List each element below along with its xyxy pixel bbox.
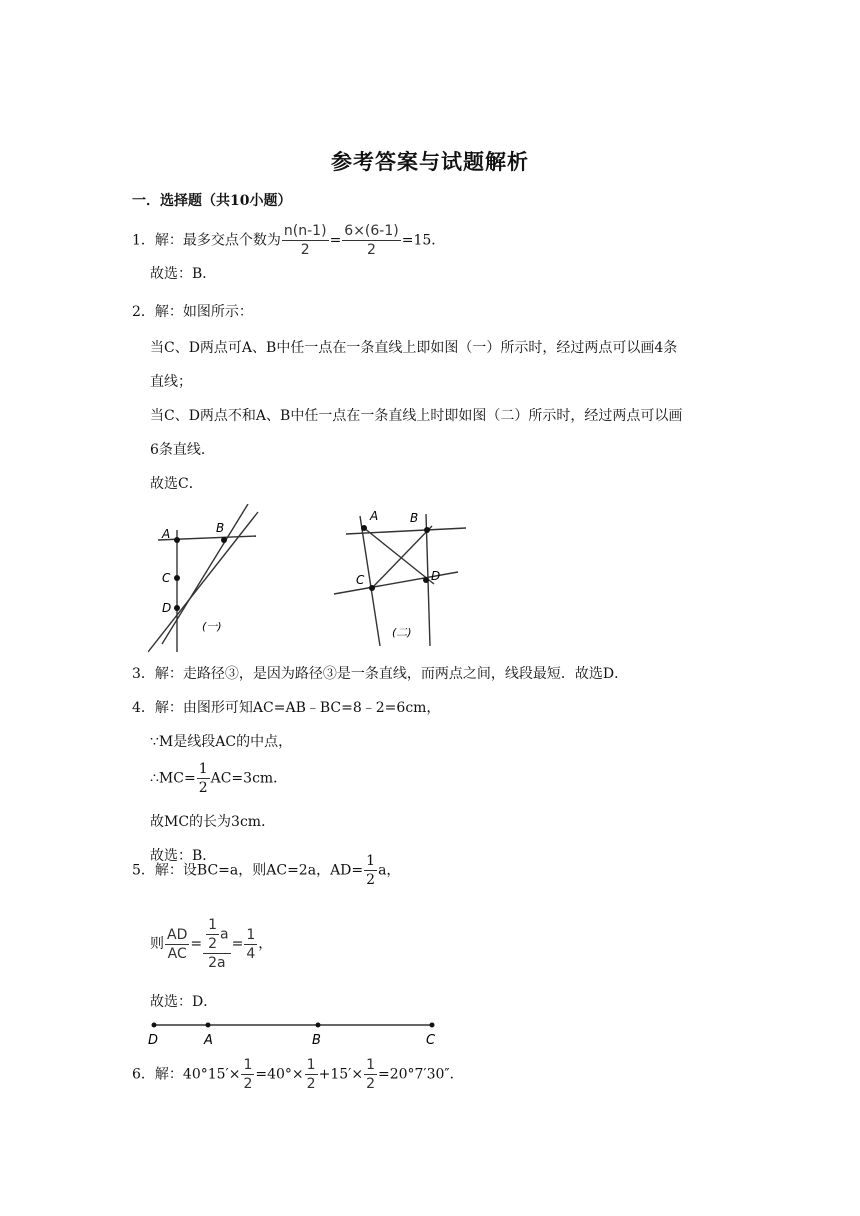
- q4-l3-pre: ∴MC=: [150, 770, 196, 787]
- q4-l3-post: AC=3cm．: [210, 770, 288, 787]
- q5-segment-figure: [140, 1016, 450, 1048]
- section-heading: 一．选择题（共10小题）: [132, 193, 292, 209]
- q2-text-1: 解：如图所示：: [154, 304, 253, 320]
- q2-line-5: 6条直线．: [150, 442, 215, 458]
- fig2-caption: (二): [392, 626, 412, 639]
- q1-f1-denominator: 2: [300, 242, 310, 258]
- q5-fraction-compound: [203, 916, 231, 972]
- segment-label-a: A: [204, 1033, 213, 1048]
- q4-line-4: 故MC的长为3cm．: [150, 814, 276, 830]
- q5-l2-post: ，: [258, 936, 273, 952]
- q1-prefix: 解：最多交点个数为: [154, 232, 281, 249]
- q6-f1-numerator: 1: [243, 1057, 253, 1073]
- q6-line: [132, 1056, 464, 1093]
- q1-fraction-2: [342, 222, 400, 259]
- q5-inner-den: 2: [208, 936, 218, 952]
- q5-l2-eq2: =: [231, 936, 244, 952]
- q4-line-3: [150, 760, 287, 797]
- fig1-label-c: C: [162, 571, 171, 585]
- q2-number: 2．: [132, 304, 155, 320]
- q5-compound-denominator: 2a: [208, 955, 226, 971]
- q4-f-denominator: 2: [198, 780, 208, 796]
- q4-line-2: ∵M是线段AC的中点，: [150, 734, 293, 750]
- q5-compound-numerator: [203, 916, 231, 954]
- q5-l1-pre: 解：设BC=a，则AC=2a，AD=: [154, 862, 364, 879]
- q6-part-1: 解：40°15′×: [154, 1066, 241, 1083]
- q6-f2-denominator: 2: [306, 1076, 316, 1092]
- q2-line-2: 当C、D两点可A、B中任一点在一条直线上即如图（一）所示时，经过两点可以画4条: [150, 340, 678, 356]
- q6-fraction-2: [305, 1056, 318, 1093]
- q5-number: 5．: [132, 862, 155, 879]
- fig1-caption: (一): [202, 620, 222, 633]
- q6-fraction-3: [364, 1056, 377, 1093]
- q1-f2-numerator: 6×(6-1): [344, 223, 399, 239]
- q2-line-1: [132, 302, 253, 322]
- fig1-label-a: A: [162, 527, 171, 541]
- fig1-label-b: B: [216, 521, 225, 535]
- q6-f3-numerator: 1: [366, 1057, 375, 1073]
- q1-equals: =: [329, 232, 342, 249]
- q6-f1-denominator: 2: [243, 1076, 253, 1092]
- q2-figure-1: [148, 504, 260, 654]
- segment-label-c: C: [426, 1033, 436, 1048]
- q6-fraction-1: [241, 1056, 254, 1093]
- q4-fraction: [197, 760, 210, 797]
- q5-f1-numerator: 1: [366, 853, 376, 869]
- q1-line: [132, 222, 445, 259]
- q4-line-1: [132, 698, 440, 718]
- fig1-label-d: D: [162, 601, 172, 615]
- q4-f-numerator: 1: [198, 761, 208, 777]
- q4-text-1: 解：由图形可知AC=AB﹣BC=8﹣2=6cm，: [154, 700, 441, 716]
- q5-line-2: [150, 916, 272, 972]
- q3-text: 解：走路径③，是因为路径③是一条直线，而两点之间，线段最短．故选D．: [154, 666, 629, 682]
- q6-part-4: =20°7′30″．: [377, 1066, 464, 1083]
- q1-f1-numerator: n(n-1): [283, 223, 327, 239]
- q2-answer: 故选C．: [150, 476, 203, 492]
- q5-l2-pre: 则: [150, 936, 164, 952]
- q5-f3-denominator: 4: [246, 945, 256, 962]
- page-title: 参考答案与试题解析: [331, 149, 529, 174]
- q5-answer: 故选：D．: [150, 994, 218, 1010]
- q5-inner-a: a: [220, 926, 229, 943]
- fig2-label-c: C: [356, 573, 365, 587]
- q1-result: =15．: [401, 232, 446, 249]
- q5-fraction-ad-ac: [165, 926, 189, 963]
- q5-fraction-1: [364, 852, 377, 889]
- q5-inner-fraction: [206, 916, 219, 953]
- q2-line-3: 直线；: [150, 374, 192, 390]
- fig2-label-a: A: [370, 509, 379, 523]
- q5-l2-eq: =: [190, 936, 203, 952]
- fig2-label-d: D: [431, 569, 441, 583]
- q1-fraction-1: [282, 222, 329, 259]
- q5-inner-num: 1: [208, 917, 218, 933]
- q2-figure-2: [330, 504, 470, 654]
- q3-line: [132, 664, 628, 684]
- q5-f-ad: AD: [167, 926, 188, 943]
- q4-number: 4．: [132, 700, 155, 716]
- q6-f2-numerator: 1: [306, 1057, 316, 1073]
- q5-f-ac: AC: [167, 945, 187, 962]
- fig2-label-b: B: [410, 511, 419, 525]
- q6-number: 6．: [132, 1066, 155, 1083]
- q1-answer: 故选：B．: [150, 266, 217, 282]
- segment-label-b: B: [312, 1033, 321, 1048]
- q6-part-2: =40°×: [255, 1066, 304, 1083]
- q1-number: 1．: [132, 232, 155, 249]
- q5-l1-post: a，: [378, 862, 401, 879]
- q6-f3-denominator: 2: [366, 1076, 375, 1092]
- segment-label-d: D: [148, 1033, 159, 1048]
- q5-f3-numerator: 1: [246, 926, 256, 943]
- q3-number: 3．: [132, 666, 155, 682]
- q5-fraction-quarter: [244, 926, 257, 963]
- q5-line-1: [132, 852, 400, 889]
- q1-f2-denominator: 2: [367, 242, 376, 258]
- q6-part-3: +15′×: [318, 1066, 364, 1083]
- q5-f1-denominator: 2: [366, 872, 376, 888]
- q2-line-4: 当C、D两点不和A、B中任一点在一条直线上时即如图（二）所示时，经过两点可以画: [150, 408, 683, 424]
- q4-answer: 故选：B．: [150, 848, 217, 864]
